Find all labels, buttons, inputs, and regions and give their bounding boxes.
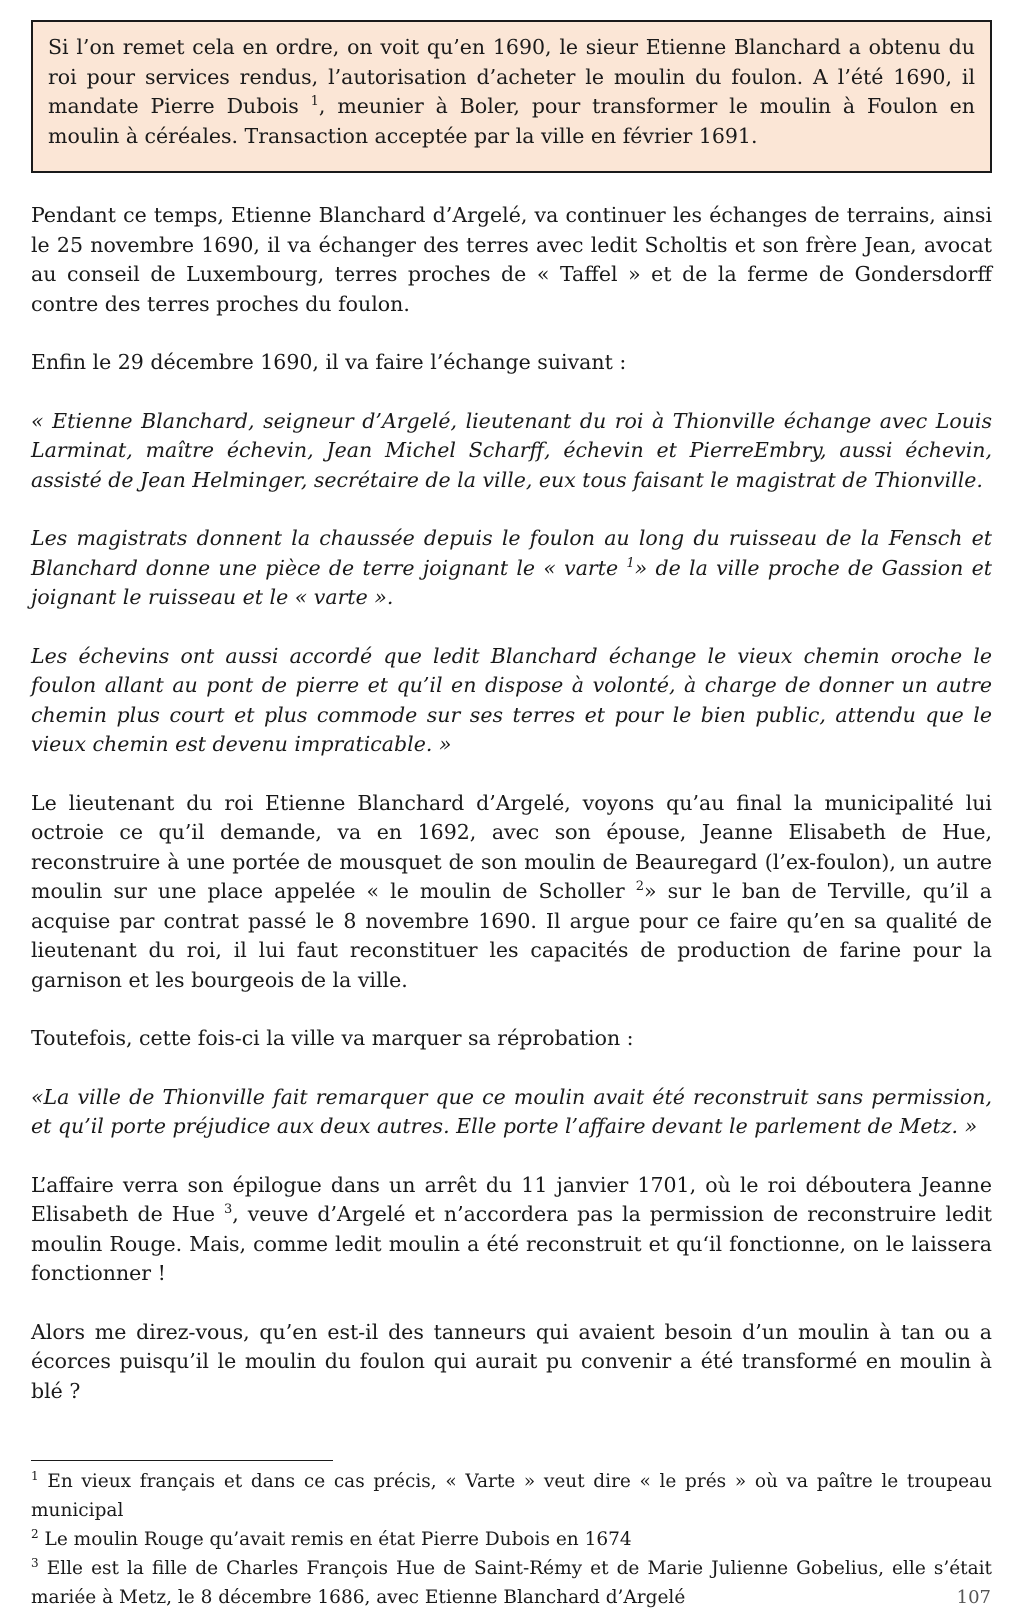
paragraph-tanners-question: Alors me direz-vous, qu’en est-il des tanneurs qui avaient besoin d’un moulin à tan ou a écorces puisqu’il le moulin du foulon qui aurait pu convenir a été transformé en moulin à blé ? <box>31 1319 992 1403</box>
paragraph-epilogue <box>31 1171 992 1289</box>
footnote-1 <box>31 1467 992 1525</box>
paragraph-new-mill <box>31 789 992 996</box>
footnote-2 <box>31 1525 992 1554</box>
footnote-number: 1 <box>31 1468 39 1483</box>
paragraph-land-exchanges: Pendant ce temps, Etienne Blanchard d’Argelé, va continuer les échanges de terrains, ainsi le 25 novembre 1690, il va échanger des terres avec ledit Scholtis et son frère Jean, avocat au conseil de Luxembourg, terres proches de « Taffel » et de la ferme de Gondersdorff contre des terres proches du foulon. <box>31 203 992 316</box>
footnote-ref-3[interactable]: 3 <box>223 1202 233 1218</box>
footnote-ref-1[interactable]: 1 <box>310 94 319 110</box>
footnote-number: 3 <box>31 1555 39 1570</box>
box-text-end: , meunier à Boler, pour transformer le moulin à Foulon en moulin à céréales. Transaction acceptée par la ville en février 1691. <box>48 94 975 148</box>
paragraph-text-start: Le lieutenant du roi Etienne Blanchard d’Argelé, voyons qu’au final la municipalité lui octroie ce qu’il demande, va en 1692, avec son épouse, Jeanne Elisabeth de Hue, reconstruire à une portée de mousquet de son moulin de Beauregard (l’ex-foulon), un autre moulin sur une place appelée « le moulin de Scholler <box>31 790 992 903</box>
footnote-number: 2 <box>31 1526 39 1541</box>
paragraph-exchange-intro: Enfin le 29 décembre 1690, il va faire l’échange suivant : <box>31 350 627 374</box>
paragraph-text-start: L’affaire verra son épilogue dans un arrêt du 11 janvier 1701, où le roi déboutera Jeanne Elisabeth de Hue <box>31 1172 992 1226</box>
paragraph-text-end: » sur le ban de Terville, qu’il a acquise par contrat passé le 8 novembre 1690. Il argue pour ce faire qu’en sa qualité de lieutenant du roi, il lui faut reconstituer les capacités de production de farine pour la garnison et les bourgeois de la ville. <box>31 879 993 992</box>
quote-old-road: Les échevins ont aussi accordé que ledit Blanchard échange le vieux chemin oroche le foulon allant au pont de pierre et qu’il en dispose à volonté, à charge de donner un autre chemin plus court et plus commode sur ses terres et pour le bien public, attendu que le vieux chemin est devenu impraticable. » <box>31 643 992 756</box>
highlighted-summary-box <box>31 20 992 173</box>
page-number: 107 <box>956 1587 991 1608</box>
quote-text-end: » de la ville proche de Gassion et joignant le ruisseau et le « varte ». <box>31 555 992 609</box>
paragraph-text-end: , veuve d’Argelé et n’accordera pas la permission de reconstruire ledit moulin Rouge. Mais, comme ledit moulin a été reconstruit et qu‘il fonctionne, on le laissera fonctionner ! <box>31 1202 992 1285</box>
quote-exchange-parties: « Etienne Blanchard, seigneur d’Argelé, lieutenant du roi à Thionville échange avec Louis Larminat, maître échevin, Jean Michel Scharff, échevin et PierreEmbry, aussi échevin, assisté de Jean Helminger, secrétaire de la ville, eux tous faisant le magistrat de Thionville. <box>31 408 992 492</box>
box-text-start: Si l’on remet cela en ordre, on voit qu’en 1690, le sieur Etienne Blanchard a obtenu du roi pour services rendus, l’autorisation d’acheter le moulin du foulon. A l’été 1690, il mandate Pierre Dubois <box>48 35 975 118</box>
quote-magistrates-give <box>31 524 992 613</box>
footnote-ref-1b[interactable]: 1 <box>626 555 635 571</box>
footnote-text: Elle est la fille de Charles François Hue de Saint-Rémy et de Marie Julienne Gobelius, elle s’était mariée à Metz, le 8 décembre 1686, avec Etienne Blanchard d’Argelé <box>31 1558 992 1608</box>
footnote-text: Le moulin Rouge qu’avait remis en état Pierre Dubois en 1674 <box>44 1529 632 1550</box>
footnote-separator <box>31 1460 333 1461</box>
paragraph-reprobation: Toutefois, cette fois-ci la ville va marquer sa réprobation : <box>31 1026 634 1050</box>
footnote-text: En vieux français et dans ce cas précis, « Varte » veut dire « le prés » où va paître le troupeau municipal <box>31 1471 992 1521</box>
quote-text-start: Les magistrats donnent la chaussée depuis le foulon au long du ruisseau de la Fensch et Blanchard donne une pièce de terre joignant le « varte <box>31 526 992 580</box>
footnote-3 <box>31 1554 992 1612</box>
footnote-ref-2[interactable]: 2 <box>635 879 644 895</box>
quote-city-complaint: «La ville de Thionville fait remarquer que ce moulin avait été reconstruit sans permission, et qu’il porte préjudice aux deux autres. Elle porte l’affaire devant le parlement de Metz. » <box>31 1084 992 1138</box>
